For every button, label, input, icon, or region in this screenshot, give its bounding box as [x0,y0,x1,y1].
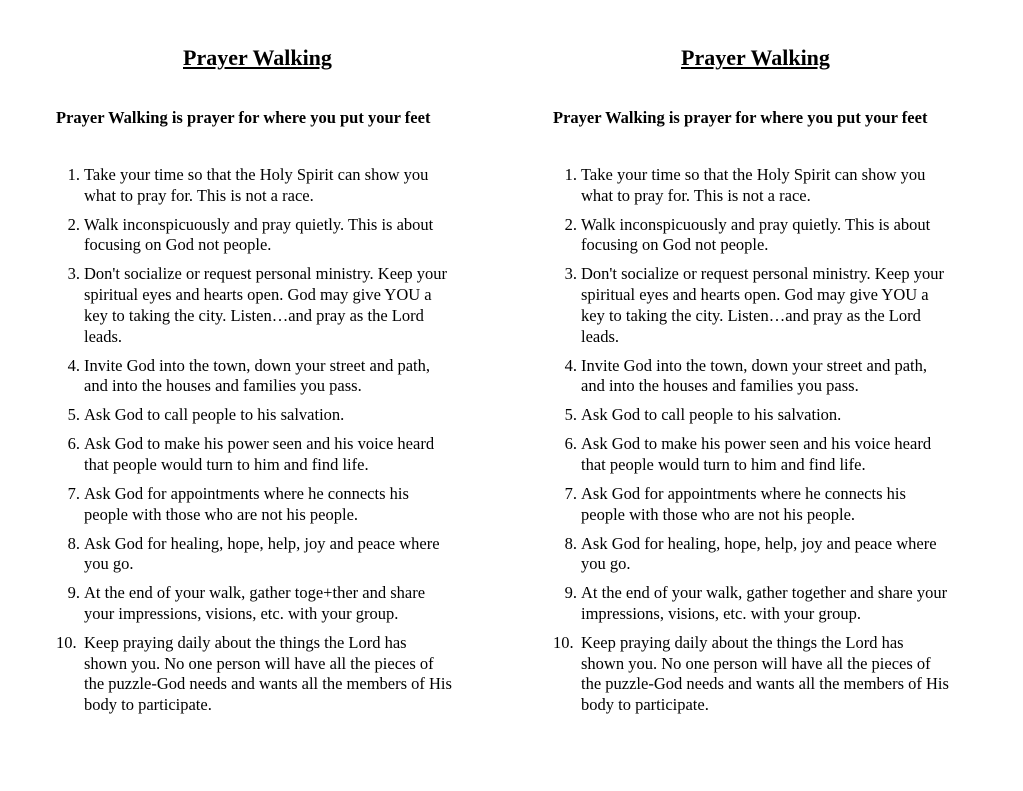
item-line: leads. [581,326,620,346]
instruction-list [56,165,496,724]
item-text [581,583,985,624]
item-line: Keep praying daily about the things the Lord has [84,633,407,653]
item-number: 2. [67,214,80,234]
item-number: 3. [564,264,577,284]
item-number: 6. [67,434,80,454]
item-text [84,633,496,716]
item-number: 3. [67,264,80,284]
item-line: Invite God into the town, down your street and path, [84,355,430,375]
item-text [84,356,496,397]
item-number: 8. [67,533,80,553]
item-line: At the end of your walk, gather together and share your [581,583,948,603]
item-line: Keep praying daily about the things the Lord has [581,633,904,653]
item-number: 1. [564,165,577,184]
item-line: body to participate. [84,695,212,715]
list-item [56,434,496,475]
item-line: leads. [84,326,123,346]
item-line: focusing on God not people. [84,235,272,255]
list-item [56,215,496,256]
item-number: 4. [564,355,577,375]
item-line: Ask God for appointments where he connects his [581,483,906,503]
item-number: 8. [564,533,577,553]
item-line: spiritual eyes and hearts open. God may give YOU a [581,285,929,305]
item-line: Ask God to call people to his salvation. [84,405,345,425]
item-line: Ask God to make his power seen and his voice heard [581,434,932,454]
item-line: focusing on God not people. [581,235,769,255]
item-line: At the end of your walk, gather toge+ther and share [84,583,426,603]
item-text [84,534,496,575]
item-line: what to pray for. This is not a race. [581,185,811,205]
item-text [84,165,496,206]
list-item [553,633,985,716]
list-item [56,583,496,624]
item-text [581,534,985,575]
item-text [581,215,985,256]
item-line: Ask God for appointments where he connects his [84,483,409,503]
item-number: 4. [67,355,80,375]
list-item [553,264,985,347]
item-line: Walk inconspicuously and pray quietly. This is about [84,214,434,234]
item-line: people with those who are not his people. [581,504,856,524]
item-line: Ask God for healing, hope, help, joy and peace where [581,533,937,553]
list-item [56,264,496,347]
instruction-list [553,165,985,724]
item-text [581,434,985,475]
item-number: 7. [67,483,80,503]
item-text [581,484,985,525]
item-line: and into the houses and families you pass. [84,376,362,396]
list-item [553,583,985,624]
list-item [56,165,496,206]
item-text [581,633,985,716]
item-line: and into the houses and families you pass. [581,376,859,396]
item-line: Don't socialize or request personal ministry. Keep your [84,264,447,284]
item-number: 1. [67,165,80,184]
item-line: you go. [84,554,134,574]
item-text [581,165,985,206]
left-column [56,0,496,791]
item-text [581,264,985,347]
list-item [553,356,985,397]
item-line: Ask God to call people to his salvation. [581,405,842,425]
item-line: key to taking the city. Listen…and pray as the Lord [581,305,921,325]
list-item [553,405,985,426]
item-line: Invite God into the town, down your street and path, [581,355,927,375]
item-line: shown you. No one person will have all the pieces of [84,653,434,673]
list-item [553,534,985,575]
item-line: Don't socialize or request personal ministry. Keep your [581,264,944,284]
item-line: Take your time so that the Holy Spirit can show you [84,165,429,184]
list-item [56,405,496,426]
item-number: 7. [564,483,577,503]
item-number: 5. [564,405,577,425]
item-line: shown you. No one person will have all the pieces of [581,653,931,673]
item-line: Ask God to make his power seen and his voice heard [84,434,435,454]
item-line: impressions, visions, etc. with your group. [581,604,862,624]
item-line: your impressions, visions, etc. with your group. [84,604,399,624]
item-text [84,264,496,347]
item-line: spiritual eyes and hearts open. God may give YOU a [84,285,432,305]
item-text [84,583,496,624]
list-item [56,633,496,716]
item-line: Take your time so that the Holy Spirit can show you [581,165,926,184]
list-item [553,165,985,206]
page-title: Prayer Walking [183,45,332,70]
item-number: 6. [564,434,577,454]
list-item [553,215,985,256]
item-line: people with those who are not his people. [84,504,359,524]
item-text [581,356,985,397]
item-number: 10. [553,633,574,653]
item-line: that people would turn to him and find life. [581,454,866,474]
item-text [84,215,496,256]
item-number: 2. [564,214,577,234]
item-line: key to taking the city. Listen…and pray as the Lord [84,305,424,325]
item-text [84,484,496,525]
item-number: 9. [67,583,80,603]
item-number: 9. [564,583,577,603]
item-text [84,405,496,426]
list-item [56,484,496,525]
item-line: Walk inconspicuously and pray quietly. This is about [581,214,931,234]
item-line: Ask God for healing, hope, help, joy and peace where [84,533,440,553]
subtitle: Prayer Walking is prayer for where you put your feet [553,108,928,127]
item-line: that people would turn to him and find life. [84,454,369,474]
item-line: body to participate. [581,695,709,715]
subtitle: Prayer Walking is prayer for where you put your feet [56,108,431,127]
list-item [56,534,496,575]
page-title: Prayer Walking [681,45,830,70]
item-line: the puzzle-God needs and wants all the members of His [581,674,949,694]
list-item [553,484,985,525]
item-line: you go. [581,554,631,574]
item-line: the puzzle-God needs and wants all the members of His [84,674,452,694]
right-column [553,0,993,791]
item-line: what to pray for. This is not a race. [84,185,314,205]
list-item [56,356,496,397]
item-number: 10. [56,633,77,653]
list-item [553,434,985,475]
item-text [84,434,496,475]
item-text [581,405,985,426]
item-number: 5. [67,405,80,425]
